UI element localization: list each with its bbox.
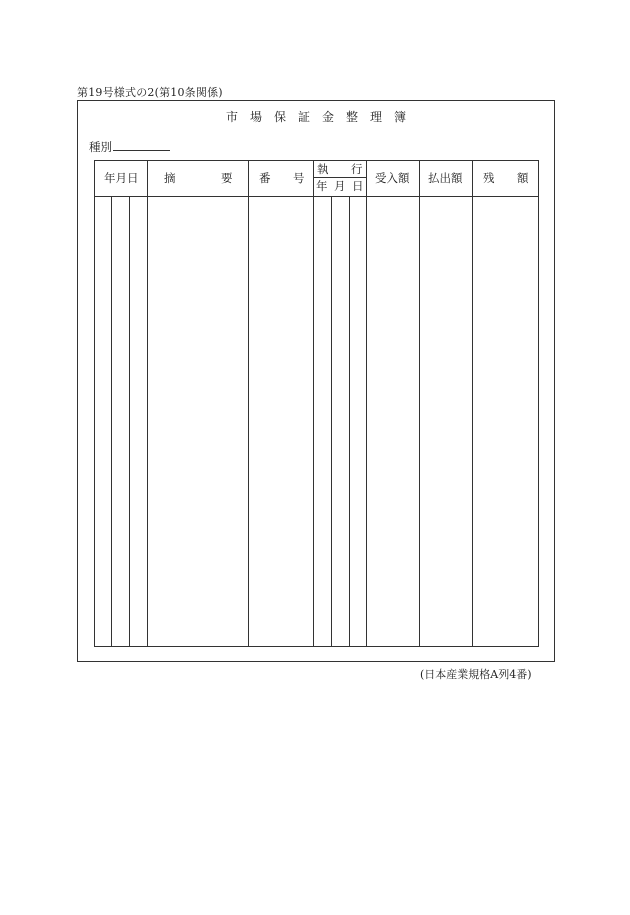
- header-summary-1: 摘: [164, 171, 176, 185]
- paper-size-note: (日本産業規格A列4番): [420, 668, 532, 681]
- header-number-2: 号: [293, 171, 305, 185]
- title-char: 保: [273, 110, 286, 124]
- header-paid: 払出額: [428, 171, 463, 185]
- date-subdivider: [111, 196, 112, 647]
- exec-date-subdivider: [349, 196, 350, 647]
- exec-date-subdivider: [331, 196, 332, 647]
- header-balance-1: 残: [483, 171, 495, 185]
- header-exec-1: 執: [317, 162, 329, 176]
- ledger-table: [94, 160, 539, 647]
- title-char: 整: [346, 110, 359, 124]
- col-divider: [472, 160, 473, 647]
- title-char: 場: [249, 110, 262, 124]
- col-divider: [248, 160, 249, 647]
- kind-field[interactable]: [113, 150, 170, 151]
- header-summary-2: 要: [221, 171, 233, 185]
- title-char: 証: [297, 110, 310, 124]
- date-subdivider: [129, 196, 130, 647]
- exec-subheader-divider: [313, 177, 366, 178]
- header-exec-2: 行: [351, 162, 363, 176]
- col-divider: [313, 160, 314, 647]
- col-divider: [366, 160, 367, 647]
- col-divider: [419, 160, 420, 647]
- title-char: 金: [322, 110, 335, 124]
- header-date: 年月日: [104, 171, 139, 185]
- kind-label: 種別: [89, 140, 112, 154]
- header-received: 受入額: [375, 171, 410, 185]
- title-char: 市: [225, 110, 238, 124]
- header-exec-day: 日: [352, 179, 364, 193]
- form-number-label: 第19号様式の2(第10条関係): [77, 86, 223, 99]
- title-char: 簿: [394, 110, 407, 124]
- page-title: [77, 108, 555, 125]
- title-char: 理: [370, 110, 383, 124]
- col-divider: [147, 160, 148, 647]
- header-number-1: 番: [259, 171, 271, 185]
- header-exec-year: 年: [316, 179, 328, 193]
- header-balance-2: 額: [517, 171, 529, 185]
- header-exec-month: 月: [334, 179, 346, 193]
